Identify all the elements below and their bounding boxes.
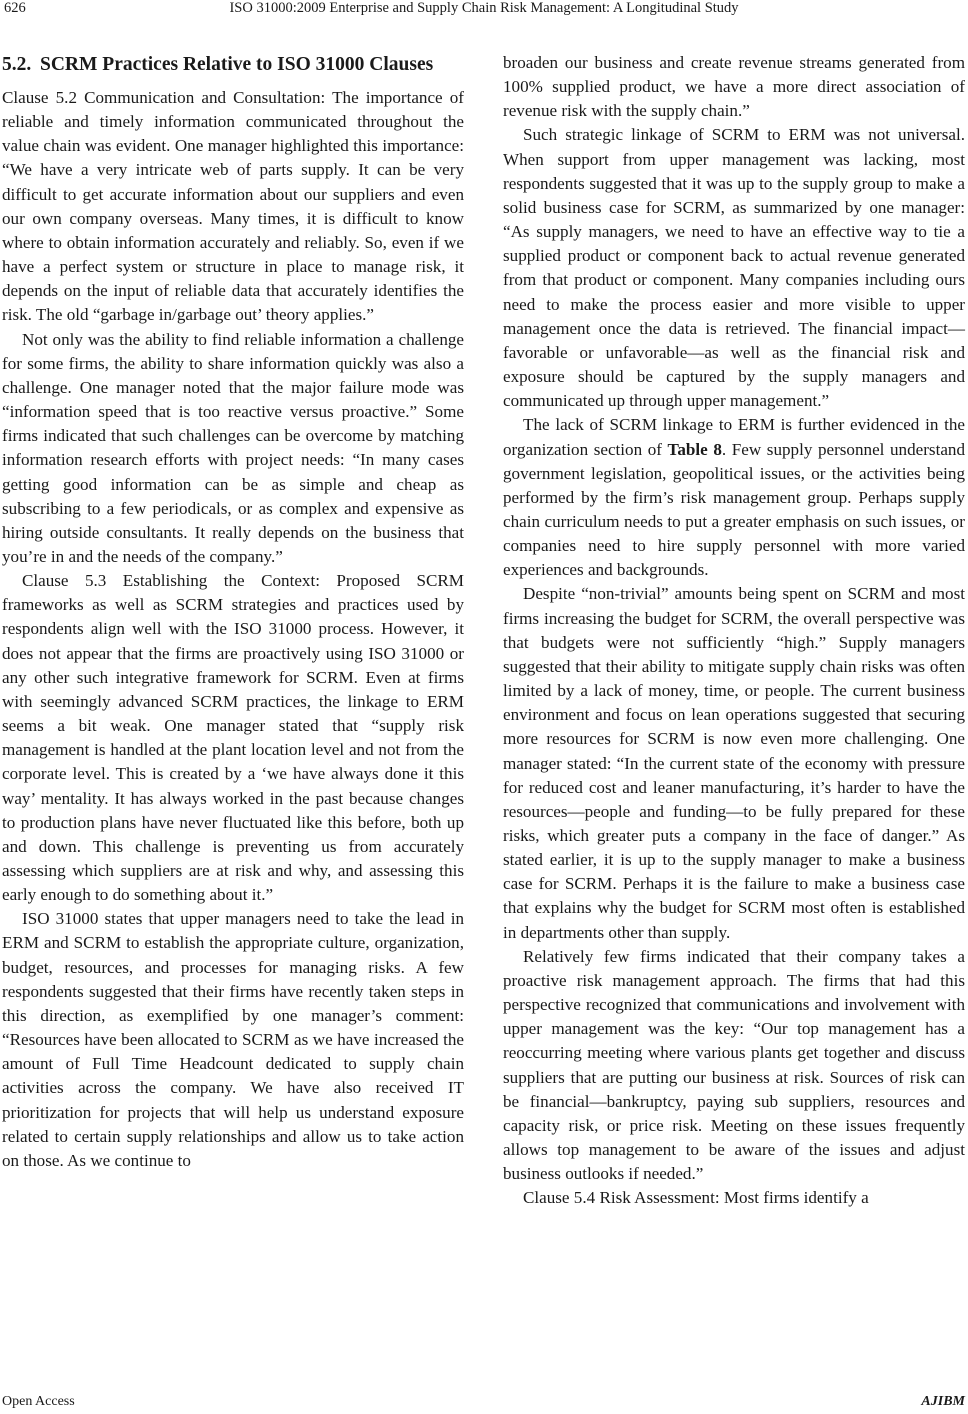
paragraph: Such strategic linkage of SCRM to ERM was not universal. When support from upper management was lacking, most respondents suggested that it was up to the supply group to make a solid business case for SCRM, as summarized by one manager: “As supply managers, we need to have an effective way to tie a supplied product or component back to actual revenue generated from that product or component. Many companies including ours need to make the process easier and more visible to upper management once the data is retrieved. The financial impact—favorable or unfavorable—as well as the financial risk and exposure should be captured by the supply managers and communicated up through upper management.” bbox=[503, 125, 965, 411]
paragraph: Clause 5.3 Establishing the Context: Proposed SCRM frameworks as well as SCRM strategies and practices used by respondents align well with the ISO 31000 process. However, it does not appear that the firms are proactively using ISO 31000 or any other such integrative framework for SCRM. Even at firms with seemingly advanced SCRM practices, the linkage to ERM seems a bit weak. One manager stated that “supply risk management is handled at the plant location level and not from the corporate level. This is created by a ‘we have always done it this way’ mentality. It has always worked in the past because changes to production plans have never fluctuated like this before, both up and down. This challenge is preventing us from accurately assessing which suppliers are at risk and why, and assessing this early enough to do something about it.” bbox=[2, 571, 464, 905]
paragraph: Clause 5.2 Communication and Consultation: The importance of reliable and timely information communicated throughout the value chain was evident. One manager highlighted this importance: “We have a very intricate web of parts supply. It can be very difficult to get accurate information about our suppliers and even our own company overseas. Many times, it is difficult to know where to obtain information accurately and reliably. So, even if we have a perfect system or structure in place to manage risk, it depends on the input of reliable data that accurately identifies the risk. The old “garbage in/garbage out’ theory applies.” bbox=[2, 88, 464, 325]
section-title: SCRM Practices Relative to ISO 31000 Clauses bbox=[40, 54, 434, 75]
footer-journal: AJIBM bbox=[921, 1394, 965, 1409]
section-heading bbox=[2, 52, 464, 77]
page-header bbox=[4, 0, 964, 24]
right-column bbox=[503, 51, 965, 1211]
paragraph: broaden our business and create revenue streams generated from 100% supplied product, we have a more direct association of revenue risk with the supply chain.” bbox=[503, 53, 965, 121]
paragraph: ISO 31000 states that upper managers need to take the lead in ERM and SCRM to establish the appropriate culture, organization, budget, resources, and processes for managing risks. A few respondents suggested that their firms have recently taken steps in this direction, as exemplified by one manager’s comment: “Resources have been allocated to SCRM as we have increased the amount of Full Time Headcount dedicated to supply chain activities across the company. We have also received IT prioritization for projects that will help us understand exposure related to certain supply relationships and allow us to take action on those. As we continue to bbox=[2, 909, 464, 1170]
left-column bbox=[2, 52, 464, 1173]
section-number: 5.2. bbox=[2, 54, 32, 75]
running-title: ISO 31000:2009 Enterprise and Supply Chain Risk Management: A Longitudinal Study bbox=[229, 0, 739, 16]
page-footer bbox=[2, 1394, 965, 1414]
paragraph: Despite “non-trivial” amounts being spent on SCRM and most firms increasing the budget for SCRM, the overall perspective was that budgets were not sufficiently “high.” Supply managers suggested that their ability to mitigate supply chain risks was often limited by a lack of money, time, or people. The current business environment and focus on lean operations suggested that securing more resources for SCRM is now even more challenging. One manager stated: “In the current state of the economy with pressure for reduced cost and leaner manufacturing, it’s harder to have the resources—people and funding—to be fully prepared for these risks, which greater puts a company in the face of danger.” As stated earlier, it is up to the supply manager to make a business case for SCRM. Perhaps it is the failure to make a business case that explains why the budget for SCRM most often is established in departments other than supply. bbox=[503, 584, 965, 942]
paragraph: Relatively few firms indicated that their company takes a proactive risk management approach. The firms that had this perspective recognized that communications and involvement with upper management was the key: “Our top management has a reoccurring meeting where various plants get together and discuss suppliers that are putting our business at risk. Sources of risk can be financial—bankruptcy, paying sub suppliers, resources and capacity risk, or price risk. Meeting on these issues frequently allows top management to be aware of the issues and adjust business outlooks if needed.” bbox=[503, 946, 965, 1184]
paragraph: Not only was the ability to find reliable information a challenge for some firms, the ability to share information quickly was also a challenge. One manager noted that the major failure mode was “information speed that is too reactive versus proactive.” Some firms indicated that such challenges can be overcome by matching information research efforts with project needs: “In many cases getting good information can be as simple and cheap as subscribing to a few periodicals, or as complex and expensive as hiring outside consultants. It really depends on the business that you’re in and the needs of the company.” bbox=[2, 329, 464, 566]
footer-open-access: Open Access bbox=[2, 1394, 75, 1409]
paragraph: The lack of SCRM linkage to ERM is further evidenced in the organization section of Table 8. Few supply personnel understand government legislation, geopolitical issues, or the activities being performed by the firm’s risk management group. Perhaps supply chain curriculum needs to put a greater emphasis on such issues, or companies need to hire supply personnel with more varied experiences and backgrounds. bbox=[503, 415, 966, 580]
paragraph: Clause 5.4 Risk Assessment: Most firms identify a bbox=[523, 1188, 869, 1208]
table-reference: Table 8 bbox=[667, 439, 722, 459]
page-number: 626 bbox=[4, 0, 26, 16]
